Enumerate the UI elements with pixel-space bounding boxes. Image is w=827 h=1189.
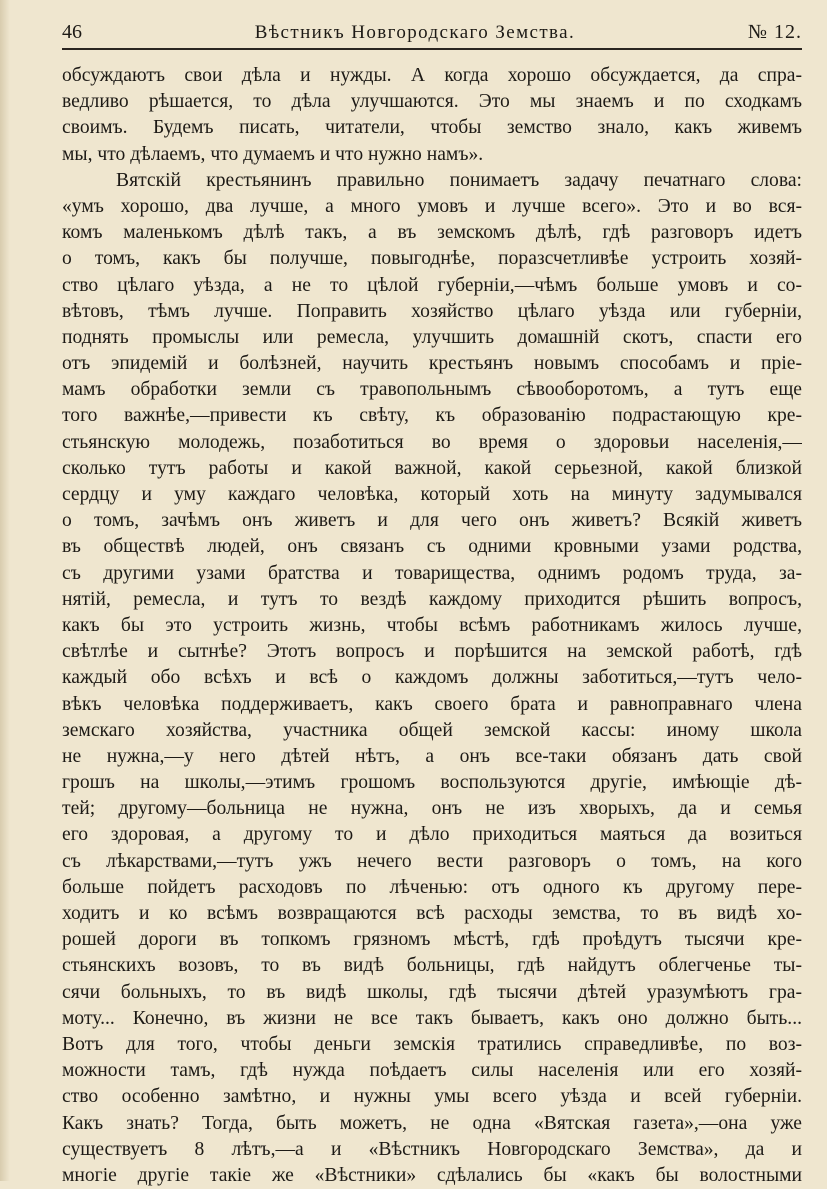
issue-number: № 12. xyxy=(747,21,802,43)
text-line: какъ бы это устроить жизнь, чтобы всѣмъ работникамъ жилось лучше, xyxy=(62,614,802,636)
journal-title: Вѣстникъ Новгородскаго Земства. xyxy=(254,22,576,43)
text-line: того важнѣе,—привести къ свѣту, къ образованію подрастающую кре- xyxy=(62,405,802,427)
text-line: Вятскій крестьянинъ правильно понимаетъ задачу печатнаго слова: xyxy=(116,169,802,191)
text-line: мамъ обработки земли съ травопольнымъ сѣвооборотомъ, а тутъ еще xyxy=(62,379,802,401)
text-line: поднять промыслы или ремесла, улучшить домашній скотъ, спасти его xyxy=(62,326,802,348)
page-binding-shadow xyxy=(0,0,10,1181)
text-line: нятій, ремесла, и тутъ то вездѣ каждому приходится рѣшить вопросъ, xyxy=(62,588,802,610)
text-line: свѣтлѣе и сытнѣе? Этотъ вопросъ и порѣшится на земской работѣ, гдѣ xyxy=(62,641,802,663)
text-line: комъ маленькомъ дѣлѣ такъ, а въ земскомъ дѣлѣ, гдѣ разговоръ идетъ xyxy=(62,222,802,244)
text-line: своимъ. Будемъ писать, читатели, чтобы земство знало, какъ живемъ xyxy=(62,117,802,139)
text-line: ство цѣлаго уѣзда, а не то цѣлой губерніи,—чѣмъ больше умовъ и со- xyxy=(62,274,802,296)
text-line: «умъ хорошо, два лучше, а много умовъ и лучше всего». Это и во вся- xyxy=(62,195,802,217)
text-line: не нужна,—у него дѣтей нѣтъ, а онъ все-таки обязанъ дать свой xyxy=(62,745,802,767)
text-line: сколько тутъ работы и какой важной, какой серьезной, какой близкой xyxy=(62,457,802,479)
text-line: стьянскихъ возовъ, то въ видѣ больницы, гдѣ найдутъ облегченье ты- xyxy=(62,955,802,977)
text-line: существуетъ 8 лѣтъ,—а и «Вѣстникъ Новгородскаго Земства», да и xyxy=(62,1138,802,1160)
text-line: рошей дороги въ топкомъ грязномъ мѣстѣ, гдѣ проѣдутъ тысячи кре- xyxy=(62,929,802,951)
text-line: мы, что дѣлаемъ, что думаемъ и что нужно намъ». xyxy=(62,143,484,165)
text-line: отъ эпидемій и болѣзней, научить крестьянъ новымъ способамъ и прiе- xyxy=(62,353,802,375)
text-line: грошъ на школы,—этимъ грошомъ воспользуются другіе, имѣющіе дѣ- xyxy=(62,772,802,794)
running-header xyxy=(62,18,802,50)
text-line: Какъ знать? Тогда, быть можетъ, не одна «Вятская газета»,—она уже xyxy=(62,1112,802,1134)
text-line: ходитъ и ко всѣмъ возвращаются всѣ расходы земства, то въ видѣ хо- xyxy=(62,903,802,924)
text-line: каждый обо всѣхъ и всѣ о каждомъ должны заботиться,—тутъ чело- xyxy=(62,667,802,689)
text-line: о томъ, какъ бы получше, повыгоднѣе, поразсчетливѣе устроить хозяй- xyxy=(62,248,802,270)
text-line: съ другими узами братства и товарищества, однимъ родомъ труда, за- xyxy=(62,562,802,584)
article-body xyxy=(62,63,802,1189)
text-line: тей; другому—больница не нужна, онъ не изъ хворыхъ, да и семья xyxy=(62,798,802,820)
text-line: многіе другіе такіе же «Вѣстники» сдѣлались бы «какъ бы волостными xyxy=(62,1164,802,1186)
page-number: 46 xyxy=(62,21,82,43)
text-line: ство особенно замѣтно, и нужны умы всего уѣзда и всей губерніи. xyxy=(62,1086,802,1108)
text-line: моту... Конечно, въ жизни не все такъ бываетъ, какъ оно должно быть... xyxy=(62,1007,802,1029)
text-line: его здоровая, а другому то и дѣло приходиться маяться да возиться xyxy=(62,824,802,846)
text-line: земскаго хозяйства, участника общей земской кассы: иному школа xyxy=(62,719,802,741)
text-line: стьянскую молодежь, позаботиться во время о здоровьи населенія,— xyxy=(62,431,802,453)
text-line: вѣкъ человѣка поддерживаетъ, какъ своего брата и равноправнаго члена xyxy=(62,693,802,715)
text-line: съ лѣкарствами,—тутъ ужъ нечего вести разговоръ о томъ, на кого xyxy=(62,850,802,872)
text-line: больше пойдетъ расходовъ по лѣченью: отъ одного къ другому пере- xyxy=(62,876,802,898)
text-line: вѣтовъ, тѣмъ лучше. Поправить хозяйство цѣлаго уѣзда или губерніи, xyxy=(62,300,802,322)
text-line: можности тамъ, гдѣ нужда поѣдаетъ силы населенія или его хозяй- xyxy=(62,1060,802,1082)
text-line: обсуждаютъ свои дѣла и нужды. А когда хорошо обсуждается, да спра- xyxy=(62,65,802,86)
text-line: сячи больныхъ, то въ видѣ школы, гдѣ тысячи дѣтей уразумѣютъ гра- xyxy=(62,981,802,1003)
text-line: ведливо рѣшается, то дѣла улучшаются. Это мы знаемъ и по сходкамъ xyxy=(62,91,802,113)
text-line: Вотъ для того, чтобы деньги земскія тратились справедливѣе, по воз- xyxy=(62,1033,802,1055)
text-line: въ обществѣ людей, онъ связанъ съ одними кровными узами родства, xyxy=(62,536,802,558)
text-line: сердцу и уму каждаго человѣка, который хоть на минуту задумывался xyxy=(62,484,802,505)
text-line: о томъ, зачѣмъ онъ живетъ и для чего онъ живетъ? Всякій живетъ xyxy=(62,510,802,532)
